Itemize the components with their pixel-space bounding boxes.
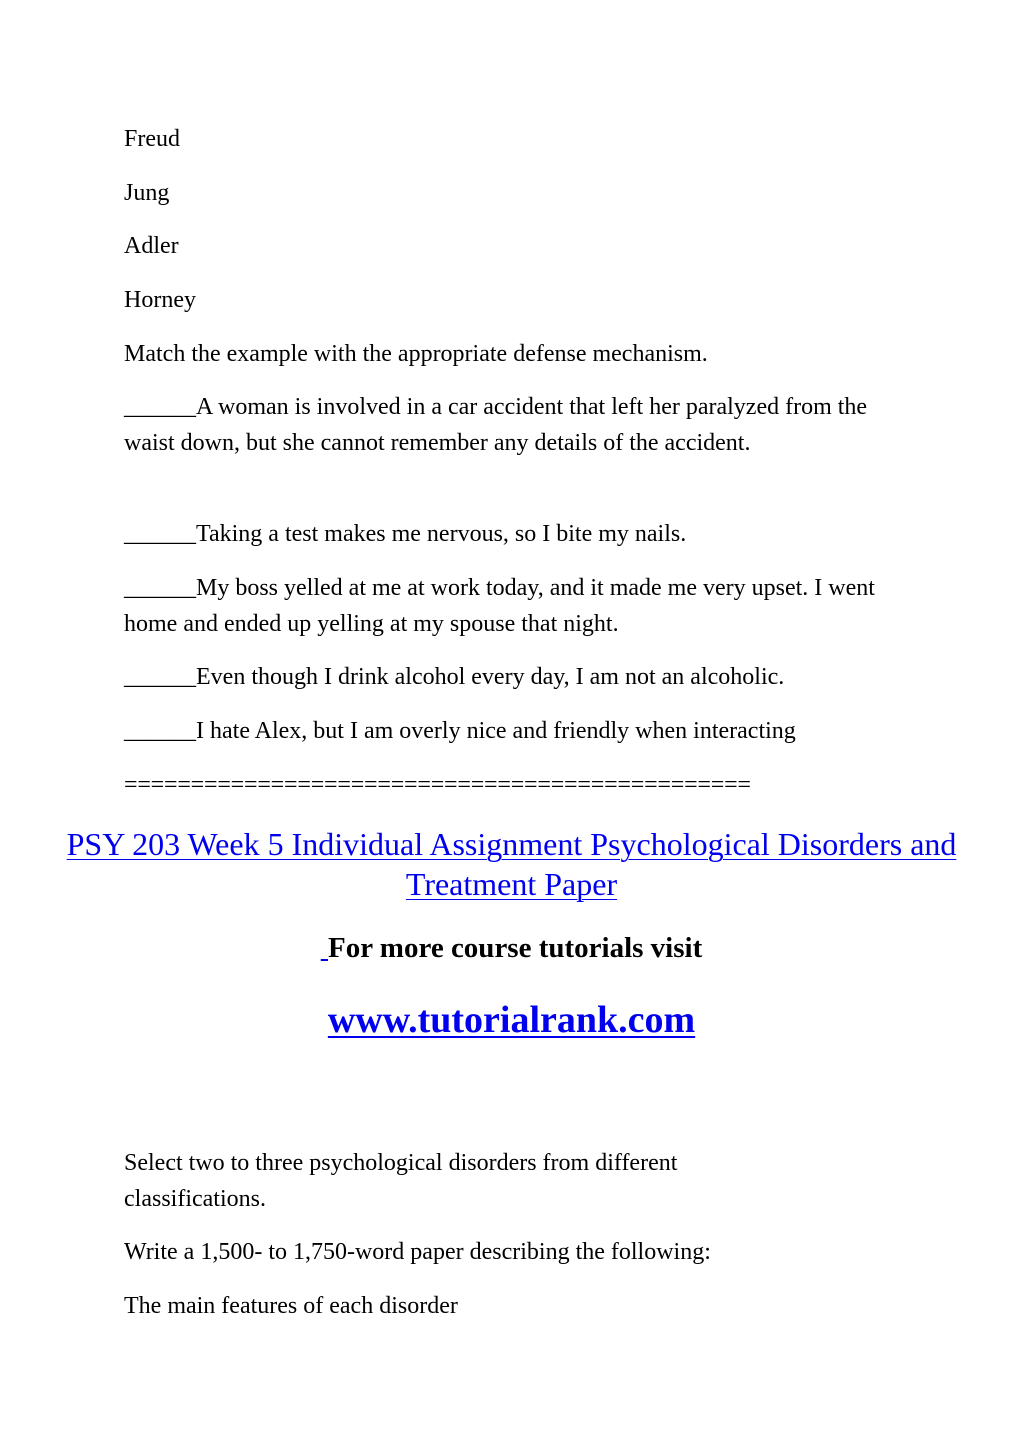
example-item: ______Even though I drink alcohol every day, I am not an alcoholic. (124, 664, 785, 690)
course-title-link[interactable]: PSY 203 Week 5 Individual Assignment Psychological Disorders and Treatment Paper (66, 826, 957, 902)
url-block (0, 998, 1023, 1042)
name-jung: Jung (124, 180, 170, 206)
name-horney: Horney (124, 287, 196, 313)
example-item: ______My boss yelled at me at work today, and it made me very upset. I went home and ended up yelling at my spouse that night. (124, 575, 875, 637)
tutorial-url-link[interactable]: www.tutorialrank.com (327, 999, 696, 1041)
promo-line (0, 930, 1023, 966)
separator-line: =============================================== (124, 772, 751, 798)
promo-text: For more course tutorials visit (328, 932, 703, 964)
body-paragraph: Write a 1,500- to 1,750-word paper describing the following: (124, 1239, 711, 1265)
course-title-block (0, 824, 1023, 904)
instruction-text: Match the example with the appropriate defense mechanism. (124, 341, 708, 367)
promo-leading-link[interactable] (321, 932, 328, 964)
example-item: ______I hate Alex, but I am overly nice and friendly when interacting (124, 718, 796, 744)
body-paragraph: Select two to three psychological disorders from different classifications. (124, 1150, 678, 1212)
body-paragraph: The main features of each disorder (124, 1293, 458, 1319)
name-adler: Adler (124, 233, 179, 259)
example-item: ______Taking a test makes me nervous, so I bite my nails. (124, 521, 687, 547)
name-freud: Freud (124, 126, 180, 152)
example-item: ______A woman is involved in a car accident that left her paralyzed from the waist down, but she cannot remember any details of the accident. (124, 394, 868, 456)
